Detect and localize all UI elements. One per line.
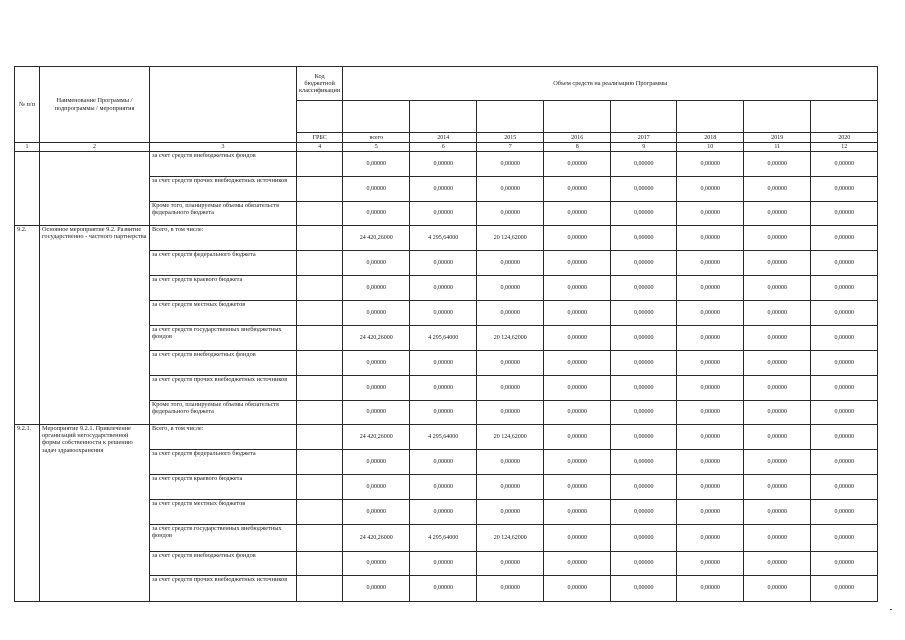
grbs-cell [297,152,343,177]
header-blank-cell [544,101,611,133]
amount-cell: 4 295,64000 [410,226,477,251]
amount-cell: 0,00000 [677,202,744,226]
funding-source: за счет средств краевого бюджета [150,276,297,301]
amount-cell: 0,00000 [677,401,744,425]
amount-cell: 20 124,62000 [477,226,544,251]
amount-cell: 0,00000 [544,376,611,401]
amount-cell: 0,00000 [677,226,744,251]
grbs-cell [297,326,343,351]
amount-cell: 0,00000 [611,401,677,425]
amount-cell: 0,00000 [744,226,811,251]
amount-cell: 0,00000 [811,425,878,450]
funding-source: за счет средств федерального бюджета [150,251,297,276]
amount-cell: 0,00000 [544,351,611,376]
amount-cell: 0,00000 [343,376,410,401]
amount-cell: 0,00000 [410,401,477,425]
amount-cell: 0,00000 [611,376,677,401]
amount-cell: 0,00000 [677,576,744,602]
amount-cell: 0,00000 [611,351,677,376]
table-row [15,226,878,251]
amount-cell: 0,00000 [611,425,677,450]
grbs-cell [297,301,343,326]
funding-source: Кроме того, планируемые объемы обязательств федерального бюджета [150,401,297,425]
amount-cell: 0,00000 [343,450,410,475]
amount-cell: 0,00000 [677,376,744,401]
amount-cell: 0,00000 [544,425,611,450]
amount-cell: 0,00000 [744,401,811,425]
amount-cell: 0,00000 [410,376,477,401]
amount-cell: 0,00000 [343,177,410,202]
amount-cell: 24 420,26000 [343,425,410,450]
amount-cell: 0,00000 [611,326,677,351]
amount-cell: 0,00000 [477,351,544,376]
amount-cell: 0,00000 [811,351,878,376]
amount-cell: 0,00000 [744,500,811,525]
funding-source: за счет средств краевого бюджета [150,475,297,500]
column-index: 12 [811,143,878,152]
amount-cell: 0,00000 [611,301,677,326]
header-num: № п/п [15,67,40,143]
amount-cell: 0,00000 [611,202,677,226]
header-code-blank [297,101,343,133]
amount-cell: 0,00000 [677,177,744,202]
amount-cell: 0,00000 [343,276,410,301]
amount-cell: 0,00000 [410,475,477,500]
amount-cell: 0,00000 [410,152,477,177]
amount-cell: 0,00000 [410,450,477,475]
header-blank-cell [811,101,878,133]
funding-source: за счет средств местных бюджетов [150,301,297,326]
amount-cell: 0,00000 [611,276,677,301]
grbs-cell [297,576,343,602]
amount-cell: 0,00000 [410,301,477,326]
funding-source: за счет средств государственных внебюджетных фондов [150,326,297,351]
header-blank-cell [744,101,811,133]
table-row [15,152,878,177]
column-index: 5 [343,143,410,152]
funding-source: Кроме того, планируемые объемы обязательств федерального бюджета [150,202,297,226]
year-label: 2015 [477,133,544,143]
amount-cell: 0,00000 [343,301,410,326]
amount-cell: 0,00000 [343,351,410,376]
amount-cell: 0,00000 [410,177,477,202]
amount-cell: 0,00000 [477,251,544,276]
amount-cell: 0,00000 [677,525,744,552]
amount-cell: 0,00000 [611,500,677,525]
amount-cell: 0,00000 [744,525,811,552]
grbs-cell [297,226,343,251]
amount-cell: 0,00000 [477,450,544,475]
amount-cell: 0,00000 [410,576,477,602]
amount-cell: 0,00000 [544,202,611,226]
header-code: Код бюджетной классификации [297,67,343,101]
amount-cell: 0,00000 [410,500,477,525]
amount-cell: 0,00000 [544,226,611,251]
amount-cell: 0,00000 [544,276,611,301]
amount-cell: 0,00000 [544,301,611,326]
item-number [15,152,40,226]
column-index: 2 [40,143,150,152]
amount-cell: 0,00000 [611,450,677,475]
amount-cell: 0,00000 [343,401,410,425]
amount-cell: 0,00000 [611,525,677,552]
grbs-cell [297,251,343,276]
year-label: 2018 [677,133,744,143]
amount-cell: 0,00000 [477,152,544,177]
amount-cell: 0,00000 [544,401,611,425]
year-label: 2017 [611,133,677,143]
amount-cell: 0,00000 [477,401,544,425]
amount-cell: 0,00000 [744,251,811,276]
amount-cell: 0,00000 [744,425,811,450]
amount-cell: 0,00000 [744,351,811,376]
funding-source: за счет средств прочих внебюджетных источников [150,177,297,202]
amount-cell: 0,00000 [677,326,744,351]
amount-cell: 0,00000 [744,152,811,177]
amount-cell: 0,00000 [677,301,744,326]
column-index: 6 [410,143,477,152]
amount-cell: 0,00000 [677,276,744,301]
amount-cell: 0,00000 [744,552,811,576]
column-index: 11 [744,143,811,152]
amount-cell: 0,00000 [477,576,544,602]
amount-cell: 0,00000 [410,351,477,376]
amount-cell: 0,00000 [744,576,811,602]
funding-source: за счет средств прочих внебюджетных источников [150,576,297,602]
amount-cell: 0,00000 [811,202,878,226]
amount-cell: 0,00000 [611,152,677,177]
amount-cell: 0,00000 [544,177,611,202]
budget-table [14,66,878,602]
column-index: 3 [150,143,297,152]
amount-cell: 24 420,26000 [343,525,410,552]
table-row [15,425,878,450]
funding-source: за счет средств прочих внебюджетных источников [150,376,297,401]
amount-cell: 4 295,64000 [410,425,477,450]
header-blank-cell [611,101,677,133]
item-number: 9.2. [15,226,40,425]
grbs-cell [297,177,343,202]
amount-cell: 0,00000 [677,475,744,500]
funding-source: за счет средств местных бюджетов [150,500,297,525]
scan-mark [890,609,892,610]
amount-cell: 0,00000 [677,500,744,525]
amount-cell: 0,00000 [811,552,878,576]
amount-cell: 0,00000 [544,525,611,552]
amount-cell: 0,00000 [811,401,878,425]
column-index: 7 [477,143,544,152]
amount-cell: 0,00000 [477,177,544,202]
amount-cell: 0,00000 [343,475,410,500]
header-blank-cell [677,101,744,133]
amount-cell: 0,00000 [477,552,544,576]
amount-cell: 0,00000 [677,552,744,576]
amount-cell: 0,00000 [677,251,744,276]
amount-cell: 4 295,64000 [410,326,477,351]
amount-cell: 0,00000 [744,326,811,351]
amount-cell: 0,00000 [811,475,878,500]
grbs-cell [297,401,343,425]
amount-cell: 24 420,26000 [343,226,410,251]
amount-cell: 0,00000 [744,475,811,500]
funding-source: за счет средств внебюджетных фондов [150,152,297,177]
amount-cell: 0,00000 [677,450,744,475]
header-grbs: ГРБС [297,133,343,143]
amount-cell: 0,00000 [343,500,410,525]
amount-cell: 0,00000 [544,500,611,525]
amount-cell: 0,00000 [677,351,744,376]
header-funds: Объем средств на реализацию Программы [343,67,878,101]
amount-cell: 0,00000 [811,301,878,326]
amount-cell: 0,00000 [744,450,811,475]
amount-cell: 0,00000 [477,301,544,326]
amount-cell: 0,00000 [343,202,410,226]
header-blank-cell [410,101,477,133]
amount-cell: 0,00000 [477,475,544,500]
amount-cell: 0,00000 [611,552,677,576]
column-index: 8 [544,143,611,152]
amount-cell: 0,00000 [744,301,811,326]
amount-cell: 0,00000 [611,177,677,202]
amount-cell: 0,00000 [410,552,477,576]
funding-source: за счет средств внебюджетных фондов [150,351,297,376]
grbs-cell [297,351,343,376]
header-name: Наименование Программы / подпрограммы / мероприятия [40,67,150,143]
amount-cell: 0,00000 [744,202,811,226]
grbs-cell [297,425,343,450]
year-label: 2019 [744,133,811,143]
amount-cell: 0,00000 [544,552,611,576]
grbs-cell [297,552,343,576]
amount-cell: 0,00000 [343,251,410,276]
amount-cell: 0,00000 [677,425,744,450]
year-label: 2020 [811,133,878,143]
amount-cell: 24 420,26000 [343,326,410,351]
header-blank-cell [477,101,544,133]
amount-cell: 0,00000 [343,552,410,576]
amount-cell: 0,00000 [811,326,878,351]
amount-cell: 0,00000 [677,152,744,177]
amount-cell: 0,00000 [811,177,878,202]
column-index: 4 [297,143,343,152]
amount-cell: 0,00000 [477,376,544,401]
grbs-cell [297,475,343,500]
amount-cell: 0,00000 [410,276,477,301]
amount-cell: 0,00000 [811,500,878,525]
amount-cell: 0,00000 [611,251,677,276]
amount-cell: 0,00000 [544,450,611,475]
amount-cell: 0,00000 [477,500,544,525]
grbs-cell [297,202,343,226]
item-number: 9.2.1. [15,425,40,602]
header-blank-cell [343,101,410,133]
amount-cell: 0,00000 [544,576,611,602]
amount-cell: 0,00000 [744,276,811,301]
amount-cell: 0,00000 [544,152,611,177]
funding-source: за счет средств государственных внебюджетных фондов [150,525,297,552]
amount-cell: 0,00000 [811,152,878,177]
amount-cell: 0,00000 [477,276,544,301]
amount-cell: 0,00000 [410,251,477,276]
funding-source: за счет средств федерального бюджета [150,450,297,475]
amount-cell: 0,00000 [343,576,410,602]
amount-cell: 0,00000 [611,226,677,251]
amount-cell: 0,00000 [811,525,878,552]
year-label: 2016 [544,133,611,143]
amount-cell: 0,00000 [544,475,611,500]
item-name [40,152,150,226]
item-name: Основное мероприятие 9.2. Развитие государственно - частного партнерства [40,226,150,425]
grbs-cell [297,276,343,301]
grbs-cell [297,525,343,552]
grbs-cell [297,376,343,401]
amount-cell: 0,00000 [544,326,611,351]
amount-cell: 4 295,64000 [410,525,477,552]
amount-cell: 0,00000 [744,376,811,401]
header-blank [150,67,297,143]
column-index: 1 [15,143,40,152]
amount-cell: 0,00000 [611,576,677,602]
amount-cell: 20 124,62000 [477,525,544,552]
amount-cell: 0,00000 [611,475,677,500]
amount-cell: 0,00000 [811,576,878,602]
amount-cell: 0,00000 [811,251,878,276]
funding-source: Всего, в том числе: [150,226,297,251]
year-label: всего [343,133,410,143]
amount-cell: 0,00000 [343,152,410,177]
grbs-cell [297,500,343,525]
column-index: 9 [611,143,677,152]
amount-cell: 0,00000 [811,376,878,401]
funding-source: за счет средств внебюджетных фондов [150,552,297,576]
amount-cell: 0,00000 [811,450,878,475]
amount-cell: 0,00000 [811,226,878,251]
item-name: Мероприятие 9.2.1. Привлечение организаций негосударственной формы собственности к решению задач здравоохранения [40,425,150,602]
amount-cell: 0,00000 [811,276,878,301]
amount-cell: 0,00000 [410,202,477,226]
funding-source: Всего, в том числе: [150,425,297,450]
year-label: 2014 [410,133,477,143]
amount-cell: 0,00000 [744,177,811,202]
amount-cell: 0,00000 [544,251,611,276]
column-index: 10 [677,143,744,152]
amount-cell: 20 124,62000 [477,326,544,351]
grbs-cell [297,450,343,475]
amount-cell: 20 124,62000 [477,425,544,450]
amount-cell: 0,00000 [477,202,544,226]
